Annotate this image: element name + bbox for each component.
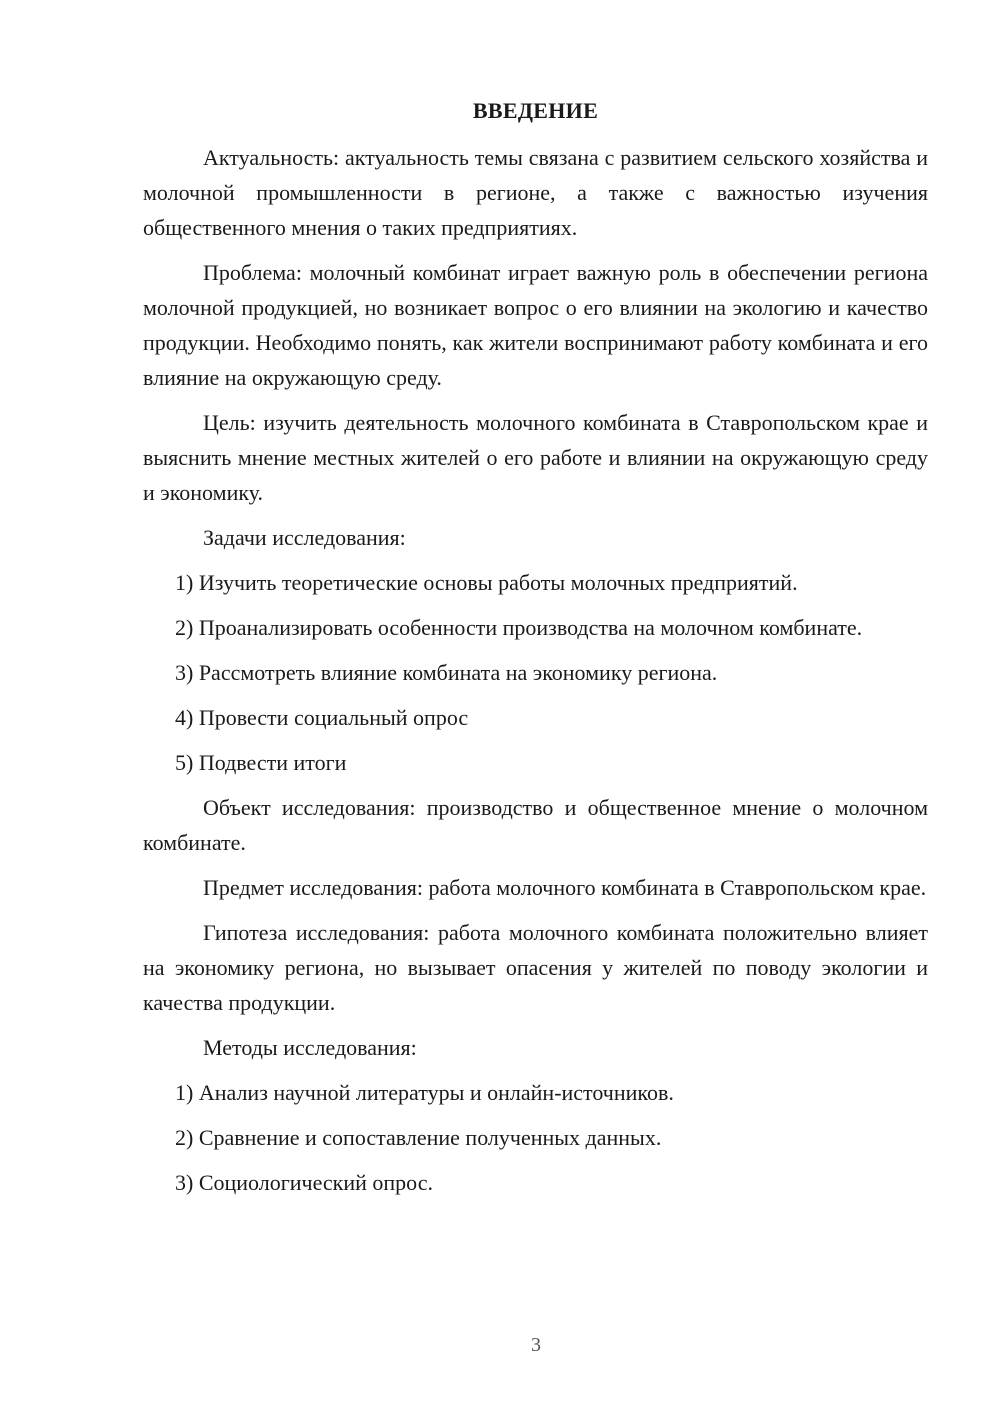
document-page <box>143 96 928 1210</box>
document-title: ВВЕДЕНИЕ <box>472 98 599 123</box>
task-item-2: 2) Проанализировать особенности производства на молочном комбинате. <box>175 615 863 640</box>
method-item-3: 3) Социологический опрос. <box>175 1170 433 1195</box>
task-item-4: 4) Провести социальный опрос <box>175 705 469 730</box>
page-number: 3 <box>531 1334 541 1356</box>
task-item-1: 1) Изучить теоретические основы работы молочных предприятий. <box>175 570 798 595</box>
paragraph-goal: Цель: изучить деятельность молочного комбината в Ставропольском крае и выяснить мнение местных жителей о его работе и влиянии на окружающую среду и экономику. <box>143 410 928 505</box>
paragraph-subject: Предмет исследования: работа молочного комбината в Ставропольском крае. <box>203 875 927 900</box>
methods-heading: Методы исследования: <box>203 1035 417 1060</box>
paragraph-problem: Проблема: молочный комбинат играет важную роль в обеспечении региона молочной продукцией, но возникает вопрос о его влиянии на экологию и качество продукции. Необходимо понять, как жители воспринимают работу комбината и его влияние на окружающую среду. <box>143 260 928 390</box>
paragraph-relevance: Актуальность: актуальность темы связана с развитием сельского хозяйства и молочной промышленности в регионе, а также с важностью изучения общественного мнения о таких предприятиях. <box>143 145 928 240</box>
method-item-1: 1) Анализ научной литературы и онлайн-источников. <box>175 1080 674 1105</box>
method-item-2: 2) Сравнение и сопоставление полученных данных. <box>175 1125 662 1150</box>
tasks-heading: Задачи исследования: <box>203 525 406 550</box>
paragraph-hypothesis: Гипотеза исследования: работа молочного комбината положительно влияет на экономику региона, но вызывает опасения у жителей по поводу экологии и качества продукции. <box>143 920 928 1015</box>
task-item-5: 5) Подвести итоги <box>175 750 347 775</box>
paragraph-object: Объект исследования: производство и общественное мнение о молочном комбинате. <box>143 795 928 855</box>
task-item-3: 3) Рассмотреть влияние комбината на экономику региона. <box>175 660 718 685</box>
